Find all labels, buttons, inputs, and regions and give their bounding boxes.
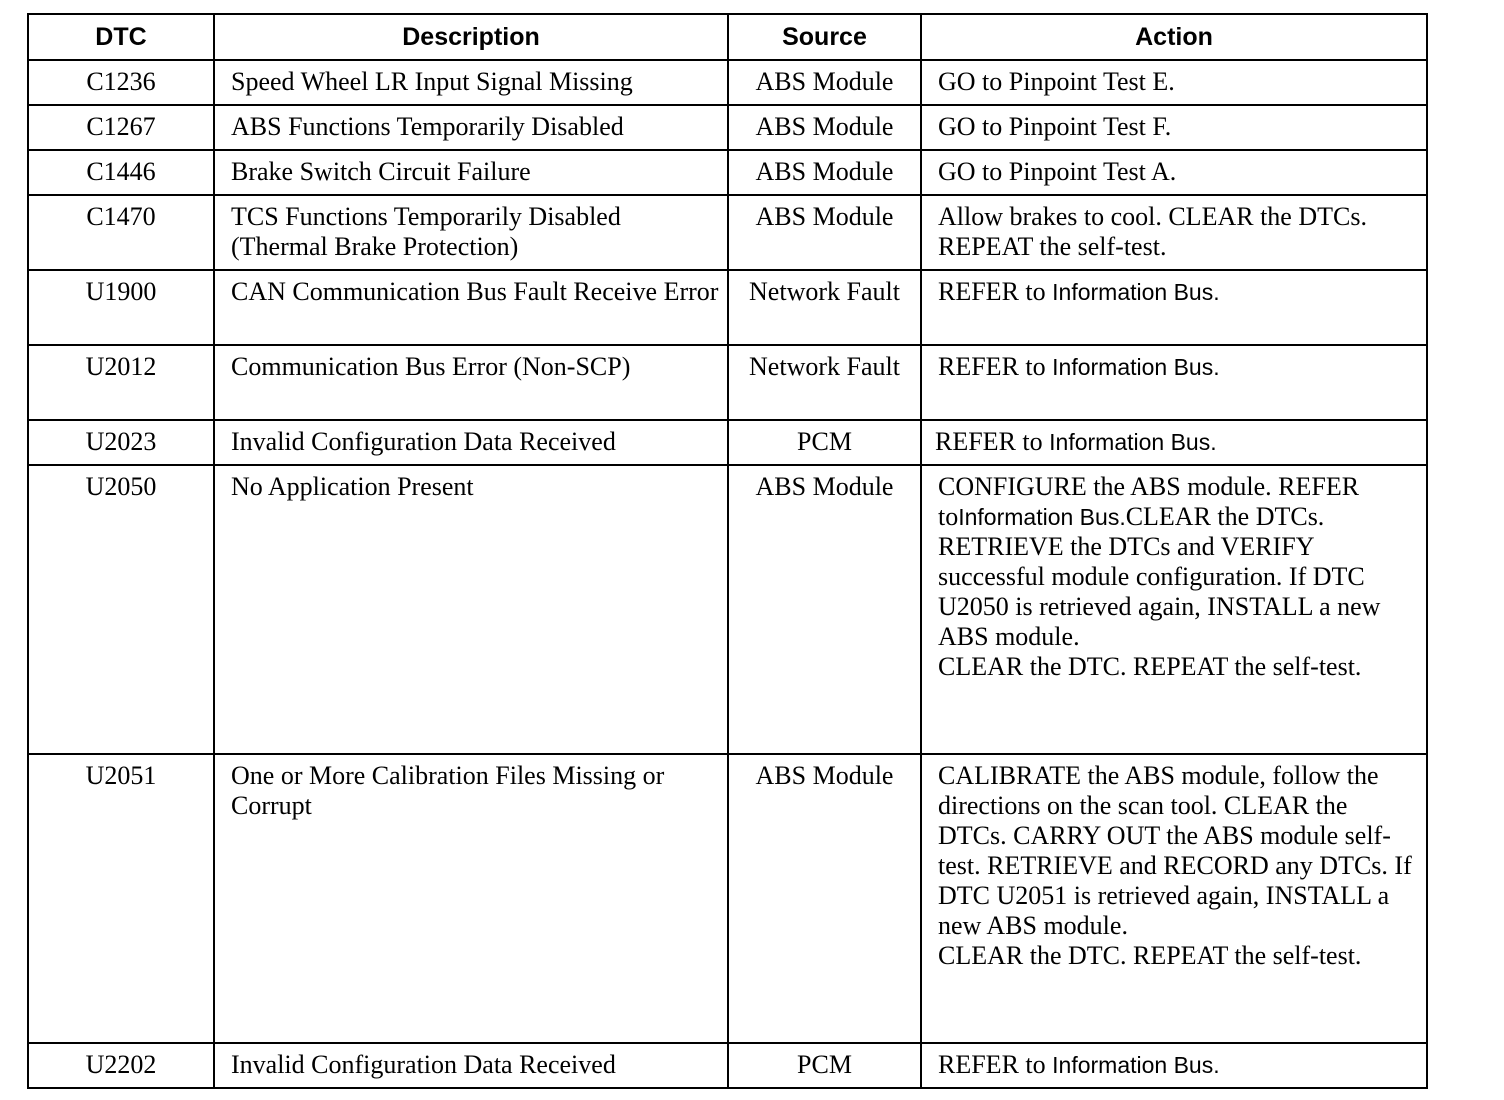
action-text: REFER to — [938, 352, 1053, 381]
dtc-code: U2051 — [28, 754, 214, 1043]
header-dtc: DTC — [28, 14, 214, 60]
dtc-source: ABS Module — [728, 60, 921, 105]
action-text: REPEAT the self-test. — [938, 232, 1167, 261]
dtc-action — [921, 150, 1427, 195]
dtc-description: Communication Bus Error (Non-SCP) — [214, 345, 728, 420]
action-text: CALIBRATE the ABS module, follow the directions on the scan tool. CLEAR the DTCs. CARRY OUT the ABS module self-test. RETRIEVE and RECORD any DTCs. If DTC U2051 is retrieved again, INSTALL a new ABS module. — [938, 761, 1419, 940]
information-bus-reference: Information Bus. — [1052, 1052, 1220, 1078]
action-text: Allow brakes to cool. CLEAR the DTCs. — [938, 202, 1367, 231]
dtc-table — [27, 13, 1428, 1089]
table-row — [28, 105, 1427, 150]
information-bus-reference: Information Bus. — [1049, 429, 1217, 455]
action-text: REFER to — [938, 277, 1053, 306]
dtc-action — [921, 420, 1427, 465]
dtc-action — [921, 1043, 1427, 1088]
dtc-code: C1236 — [28, 60, 214, 105]
dtc-source: ABS Module — [728, 150, 921, 195]
table-row — [28, 345, 1427, 420]
dtc-code: U2023 — [28, 420, 214, 465]
dtc-action — [921, 345, 1427, 420]
table-row — [28, 195, 1427, 270]
dtc-source: ABS Module — [728, 195, 921, 270]
dtc-source: PCM — [728, 420, 921, 465]
dtc-description: One or More Calibration Files Missing or Corrupt — [214, 754, 728, 1043]
dtc-action — [921, 60, 1427, 105]
header-row — [28, 14, 1427, 60]
dtc-description: Invalid Configuration Data Received — [214, 420, 728, 465]
table-row — [28, 270, 1427, 345]
action-text: CONFIGURE the ABS module. REFER to — [938, 472, 1360, 531]
dtc-code: U2202 — [28, 1043, 214, 1088]
action-text: REFER to — [935, 427, 1050, 456]
dtc-action — [921, 270, 1427, 345]
dtc-code: U1900 — [28, 270, 214, 345]
dtc-code: C1446 — [28, 150, 214, 195]
dtc-source: PCM — [728, 1043, 921, 1088]
action-text: CLEAR the DTC. REPEAT the self-test. — [938, 941, 1362, 970]
dtc-description: TCS Functions Temporarily Disabled (Thermal Brake Protection) — [214, 195, 728, 270]
table-row — [28, 420, 1427, 465]
information-bus-reference: Information Bus. — [958, 504, 1126, 530]
dtc-action — [921, 195, 1427, 270]
dtc-source: ABS Module — [728, 754, 921, 1043]
dtc-code: U2012 — [28, 345, 214, 420]
table-row — [28, 60, 1427, 105]
dtc-code: C1267 — [28, 105, 214, 150]
dtc-source: Network Fault — [728, 345, 921, 420]
dtc-description: Speed Wheel LR Input Signal Missing — [214, 60, 728, 105]
action-text: GO to Pinpoint Test A. — [938, 157, 1177, 186]
header-action: Action — [921, 14, 1427, 60]
dtc-action — [921, 754, 1427, 1043]
table-row — [28, 465, 1427, 754]
dtc-description: CAN Communication Bus Fault Receive Error — [214, 270, 728, 345]
header-description: Description — [214, 14, 728, 60]
dtc-source: ABS Module — [728, 465, 921, 754]
dtc-description: Brake Switch Circuit Failure — [214, 150, 728, 195]
action-text: GO to Pinpoint Test F. — [938, 112, 1172, 141]
table-row — [28, 150, 1427, 195]
dtc-code: C1470 — [28, 195, 214, 270]
information-bus-reference: Information Bus. — [1052, 354, 1220, 380]
action-text: REFER to — [938, 1050, 1053, 1079]
table-row — [28, 754, 1427, 1043]
dtc-description: Invalid Configuration Data Received — [214, 1043, 728, 1088]
dtc-action — [921, 105, 1427, 150]
action-text: GO to Pinpoint Test E. — [938, 67, 1175, 96]
dtc-action — [921, 465, 1427, 754]
action-text: CLEAR the DTC. REPEAT the self-test. — [938, 652, 1362, 681]
table-row — [28, 1043, 1427, 1088]
action-text: CLEAR the DTCs. RETRIEVE the DTCs and VERIFY successful module configuration. If DTC U2050 is retrieved again, INSTALL a new ABS module. — [938, 502, 1381, 651]
header-source: Source — [728, 14, 921, 60]
dtc-source: ABS Module — [728, 105, 921, 150]
dtc-code: U2050 — [28, 465, 214, 754]
dtc-source: Network Fault — [728, 270, 921, 345]
information-bus-reference: Information Bus. — [1052, 279, 1220, 305]
dtc-description: ABS Functions Temporarily Disabled — [214, 105, 728, 150]
dtc-description: No Application Present — [214, 465, 728, 754]
